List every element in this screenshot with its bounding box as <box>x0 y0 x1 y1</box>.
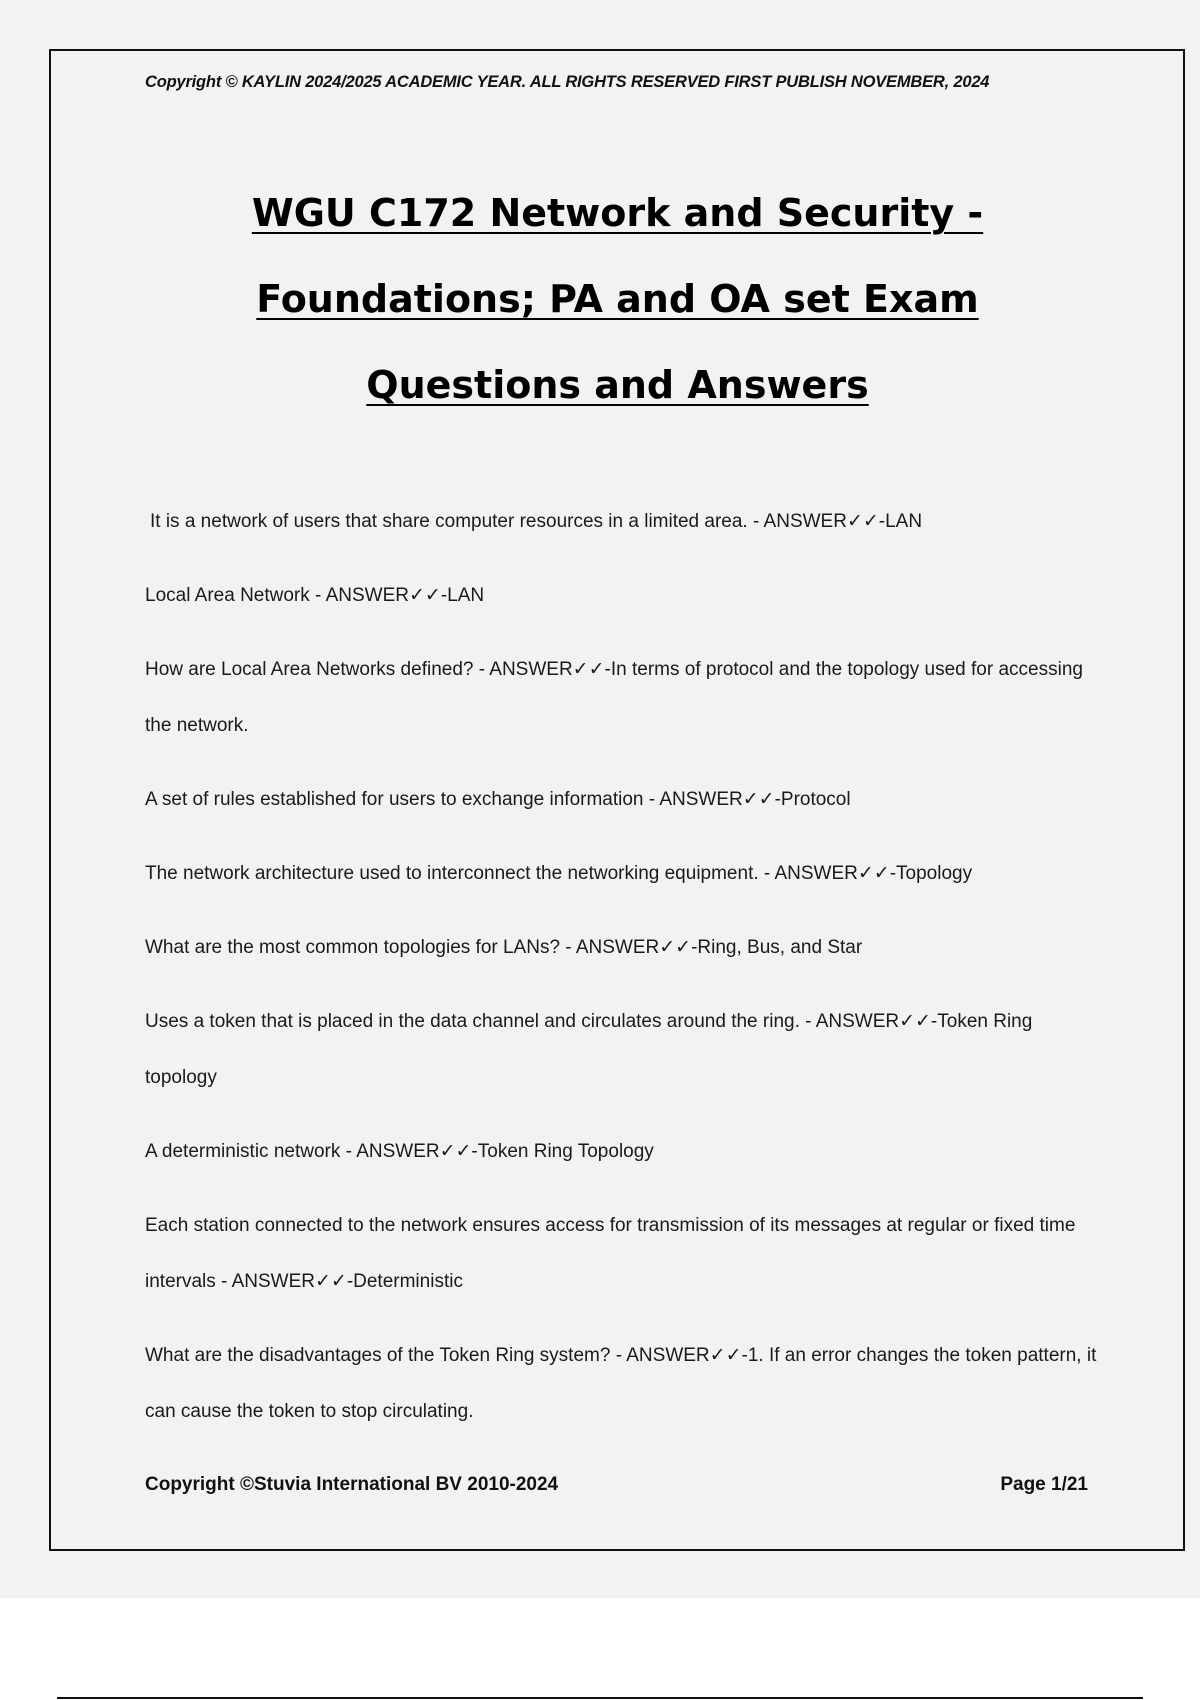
qa-item: Uses a token that is placed in the data channel and circulates around the ring. - ANSWER✓✓-Token Ring topology <box>145 1011 1033 1088</box>
qa-item: Each station connected to the network ensures access for transmission of its messages at regular or fixed time intervals - ANSWER✓✓-Deterministic <box>145 1215 1076 1292</box>
qa-item: A set of rules established for users to exchange information - ANSWER✓✓-Protocol <box>145 789 851 810</box>
qa-item: What are the disadvantages of the Token Ring system? - ANSWER✓✓-1. If an error changes the token pattern, it can cause the token to stop circulating. <box>145 1345 1097 1422</box>
qa-item: How are Local Area Networks defined? - ANSWER✓✓-In terms of protocol and the topology used for accessing the network. <box>145 659 1083 736</box>
qa-item: A deterministic network - ANSWER✓✓-Token Ring Topology <box>145 1141 654 1162</box>
next-page-divider <box>57 1697 1143 1699</box>
qa-item: Local Area Network - ANSWER✓✓-LAN <box>145 585 485 606</box>
title-line-2: Foundations; PA and OA set Exam <box>256 277 979 321</box>
page-number: Page 1/21 <box>1000 1474 1088 1495</box>
qa-item: The network architecture used to interconnect the networking equipment. - ANSWER✓✓-Topology <box>145 863 973 884</box>
qa-item: It is a network of users that share computer resources in a limited area. - ANSWER✓✓-LAN <box>150 511 923 532</box>
qa-item: What are the most common topologies for LANs? - ANSWER✓✓-Ring, Bus, and Star <box>145 937 863 958</box>
qa-list <box>145 494 1100 1458</box>
header-copyright: Copyright © KAYLIN 2024/2025 ACADEMIC YEAR. ALL RIGHTS RESERVED FIRST PUBLISH NOVEMBER, 2024 <box>145 73 990 91</box>
title-line-3: Questions and Answers <box>366 363 869 407</box>
footer-copyright: Copyright ©Stuvia International BV 2010-2024 <box>145 1474 559 1495</box>
title-line-1: WGU C172 Network and Security - <box>251 191 984 235</box>
document-title <box>150 170 1085 428</box>
